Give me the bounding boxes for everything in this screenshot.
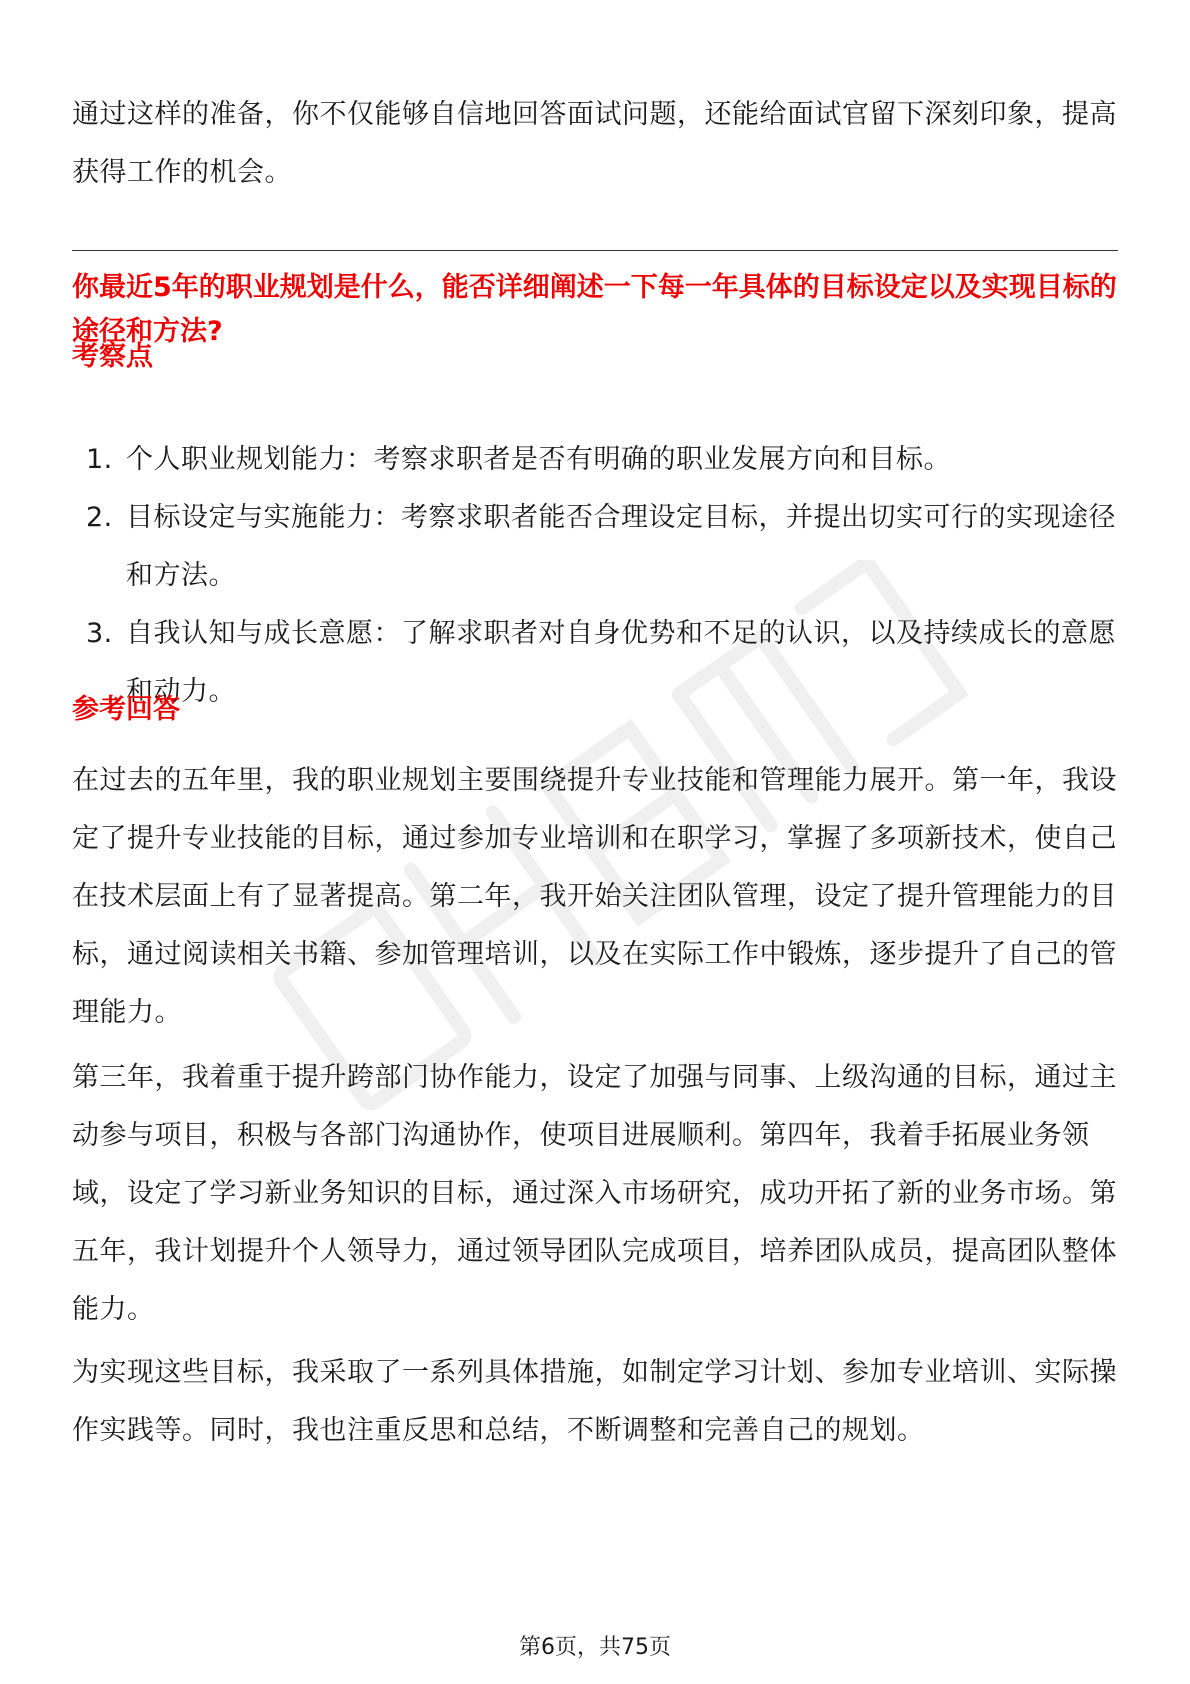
- list-item: [72, 431, 1118, 489]
- list-item-number: 1.: [86, 444, 113, 475]
- list-item-number: 2.: [86, 502, 113, 533]
- answer-heading: 参考回答: [72, 694, 180, 725]
- list-item-text: 自我认知与成长意愿：了解求职者对自身优势和不足的认识，以及持续成长的意愿和动力。: [126, 618, 1116, 707]
- question-heading: 你最近5年的职业规划是什么，能否详细阐述一下每一年具体的目标设定以及实现目标的途径和方法?: [72, 272, 1117, 347]
- answer-paragraph-3: 为实现这些目标，我采取了一系列具体措施，如制定学习计划、参加专业培训、实际操作实践等。同时，我也注重反思和总结，不断调整和完善自己的规划。: [72, 1357, 1117, 1446]
- list-item-number: 3.: [86, 618, 113, 649]
- list-item: [72, 605, 1118, 721]
- list-item-text: 个人职业规划能力：考察求职者是否有明确的职业发展方向和目标。: [126, 444, 951, 475]
- intro-paragraph: 通过这样的准备，你不仅能够自信地回答面试问题，还能给面试官留下深刻印象，提高获得工作的机会。: [72, 99, 1117, 188]
- assessment-heading: 考察点: [72, 341, 153, 372]
- page-number: 第6页，共75页: [519, 1635, 671, 1660]
- answer-paragraph-2: 第三年，我着重于提升跨部门协作能力，设定了加强与同事、上级沟通的目标，通过主动参与项目，积极与各部门沟通协作，使项目进展顺利。第四年，我着手拓展业务领域，设定了学习新业务知识的目标，通过深入市场研究，成功开拓了新的业务市场。第五年，我计划提升个人领导力，通过领导团队完成项目，培养团队成员，提高团队整体能力。: [72, 1062, 1117, 1325]
- answer-paragraph-1: 在过去的五年里，我的职业规划主要围绕提升专业技能和管理能力展开。第一年，我设定了提升专业技能的目标，通过参加专业培训和在职学习，掌握了多项新技术，使自己在技术层面上有了显著提高。第二年，我开始关注团队管理，设定了提升管理能力的目标，通过阅读相关书籍、参加管理培训，以及在实际工作中锻炼，逐步提升了自己的管理能力。: [72, 765, 1117, 1028]
- list-item: [72, 489, 1118, 605]
- assessment-list: [72, 431, 1118, 721]
- list-item-text: 目标设定与实施能力：考察求职者能否合理设定目标，并提出切实可行的实现途径和方法。: [126, 502, 1116, 591]
- section-divider: [72, 250, 1118, 251]
